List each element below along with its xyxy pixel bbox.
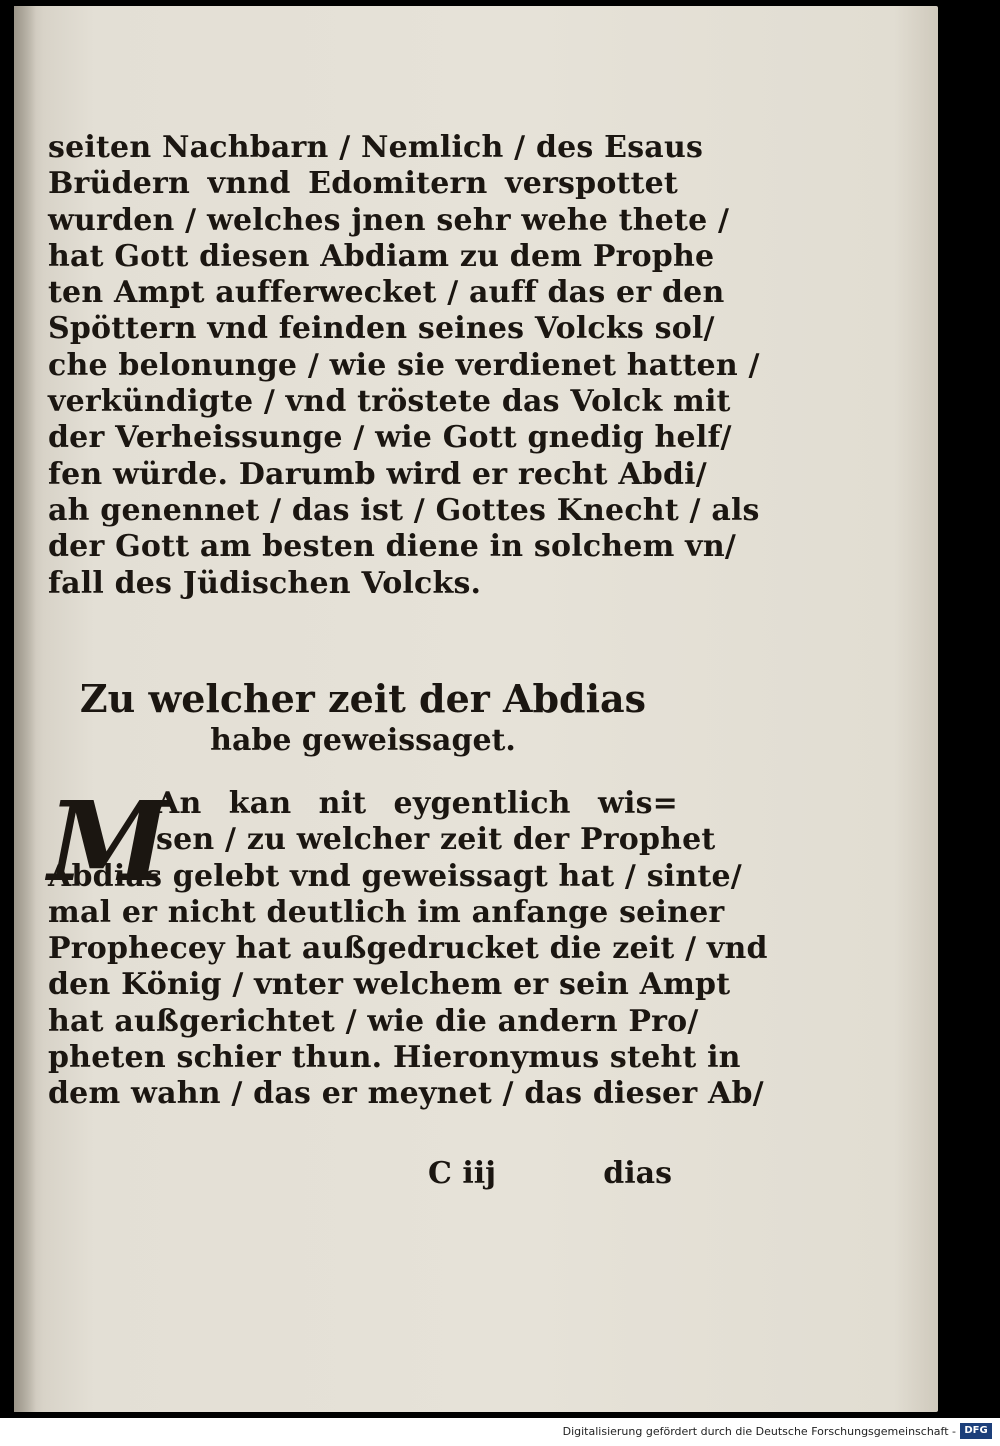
text-line: pheten schier thun. Hieronymus steht in	[48, 1040, 741, 1076]
text-line: hat außgerichtet / wie die andern Pro/	[48, 1003, 699, 1039]
text-line: den König / vnter welchem er sein Ampt	[48, 967, 731, 1003]
text-line: verkündigte / vnd tröstete das Volck mit	[48, 384, 731, 420]
page-signature-row	[48, 1156, 678, 1196]
dfg-logo: DFG	[960, 1423, 992, 1439]
text-line: der Gott am besten diene in solchem vn/	[48, 529, 736, 565]
text-line: Abdias gelebt vnd geweissagt hat / sinte/	[48, 858, 742, 894]
catchword: dias	[603, 1156, 672, 1191]
text-line: Brüdern vnnd Edomitern verspottet	[48, 166, 678, 202]
text-line: seiten Nachbarn / Nemlich / des Esaus	[48, 130, 704, 165]
paragraph-2	[48, 777, 768, 1113]
text-line: ah genennet / das ist / Gottes Knecht / als	[48, 492, 760, 528]
footer-bar	[0, 1418, 1000, 1446]
text-line: fall des Jüdischen Volcks.	[48, 565, 482, 601]
text-line: Spöttern vnd feinden seines Volcks sol/	[48, 311, 715, 347]
heading-line-1: Zu welcher zeit der Abdias	[79, 676, 647, 721]
heading-line-2: habe geweissaget.	[210, 723, 516, 758]
text-line: mal er nicht deutlich im anfange seiner	[48, 894, 725, 930]
text-line: wurden / welches jnen sehr wehe thete /	[48, 202, 730, 238]
text-line: che belonunge / wie sie verdienet hatten /	[48, 347, 760, 383]
text-line: An kan nit eygentlich wis=	[156, 786, 678, 821]
signature-mark: C iij	[428, 1156, 496, 1191]
paragraph-1	[48, 130, 760, 602]
drop-cap-initial: M	[48, 777, 170, 906]
text-line: sen / zu welcher zeit der Prophet	[156, 822, 716, 858]
text-line: Prophecey hat außgedrucket die zeit / vnd	[48, 931, 768, 967]
text-line: hat Gott diesen Abdiam zu dem Prophe	[48, 238, 715, 274]
page-spine-shadow	[14, 6, 36, 1412]
section-heading	[48, 676, 678, 760]
text-line: ten Ampt aufferwecket / auff das er den	[48, 275, 725, 311]
text-line: der Verheissunge / wie Gott gnedig helf/	[48, 420, 732, 456]
text-line: fen würde. Darumb wird er recht Abdi/	[48, 456, 707, 492]
funding-notice: Digitalisierung gefördert durch die Deutsche Forschungsgemeinschaft -	[562, 1425, 956, 1438]
text-line: dem wahn / das er meynet / das dieser Ab/	[48, 1076, 764, 1112]
